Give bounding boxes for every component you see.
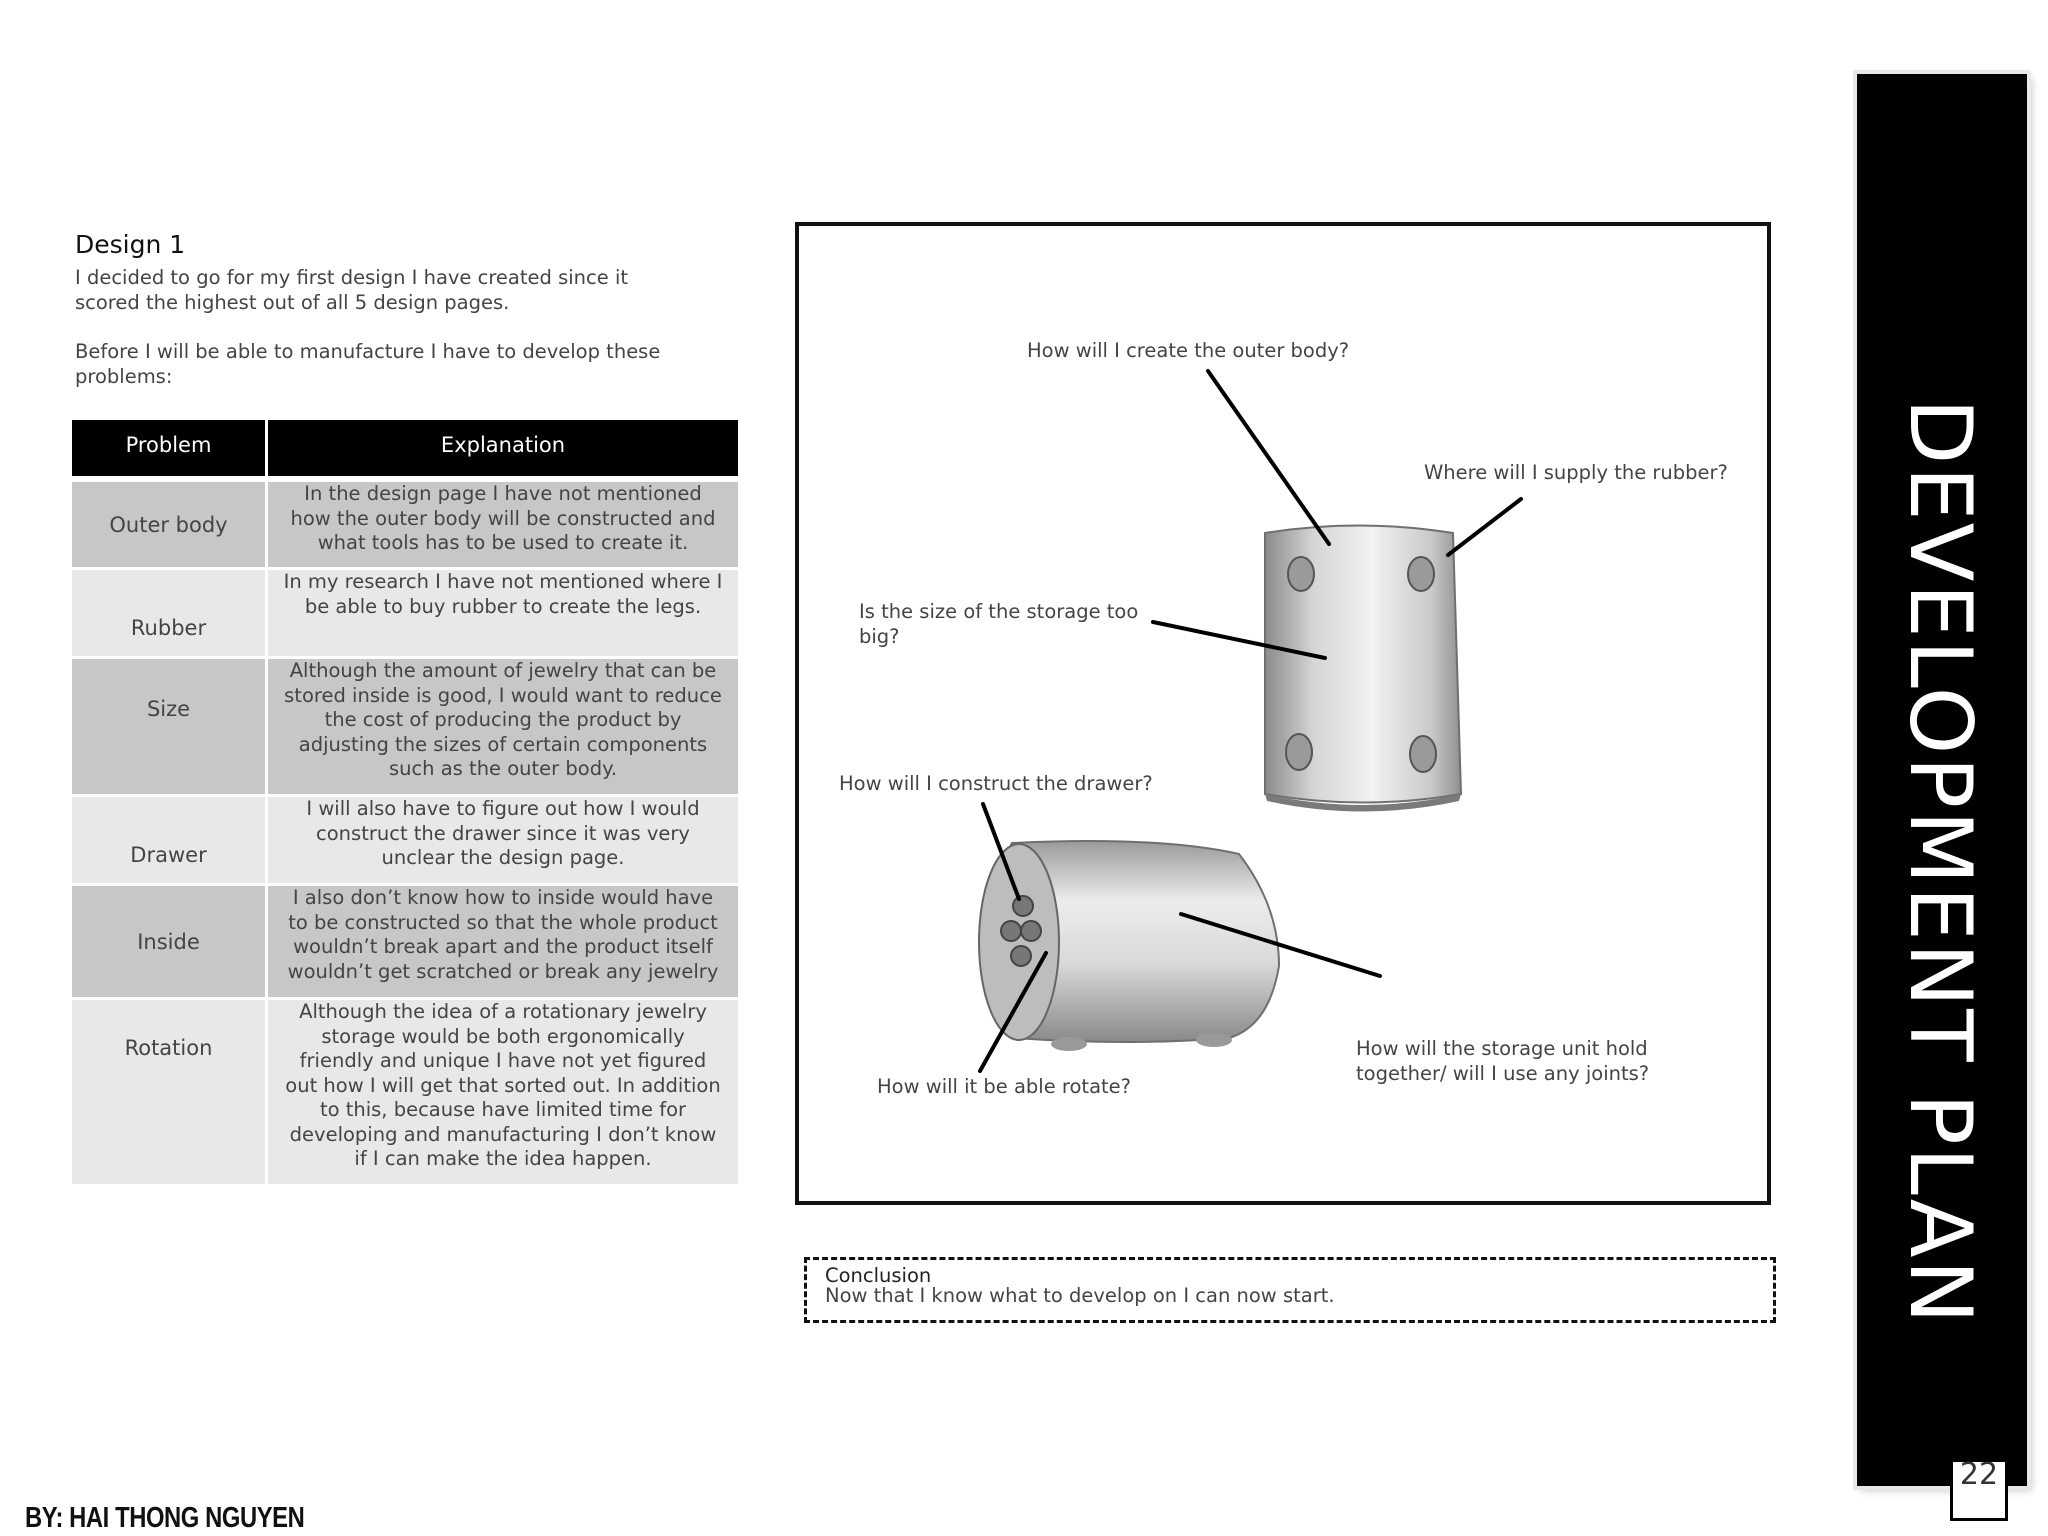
problem-table: [72, 420, 738, 1184]
table-row: [72, 797, 738, 886]
intro-paragraph-2: Before I will be able to manufacture I have to develop these problems:: [75, 340, 661, 388]
author-footer: BY: HAI THONG NGUYEN: [25, 1502, 305, 1534]
sketch-frame: [795, 222, 1771, 1205]
table-row: [72, 482, 738, 570]
page-number: 22: [1950, 1459, 2008, 1521]
table-row: [72, 1000, 738, 1184]
side-title-text: DEVELOPMENT PLAN: [1890, 398, 1990, 1326]
row-problem: Rotation: [72, 1000, 268, 1184]
callout-drawer: How will I construct the drawer?: [839, 772, 1153, 795]
header-explanation: Explanation: [440, 433, 566, 457]
design-heading: Design 1: [75, 230, 186, 259]
table-row: [72, 659, 738, 797]
intro-section: [75, 230, 675, 413]
conclusion-title: Conclusion: [825, 1264, 932, 1287]
header-problem: Problem: [72, 420, 268, 476]
row-problem: Size: [72, 659, 268, 794]
row-problem: Drawer: [72, 797, 268, 883]
callout-rotate: How will it be able rotate?: [877, 1075, 1132, 1098]
conclusion-box: [804, 1257, 1776, 1323]
intro-paragraph-1: I decided to go for my first design I have created since it scored the highest out of all 5 design pages.: [75, 266, 629, 314]
row-explanation: Although the amount of jewelry that can be stored inside is good, I would want to reduce the cost of producing the product by adjusting the sizes of certain components such as the outer body.: [284, 659, 722, 780]
row-explanation: I will also have to figure out how I would construct the drawer since it was very unclear the design page.: [306, 797, 700, 869]
callout-rubber: Where will I supply the rubber?: [1424, 461, 1728, 484]
callout-size: Is the size of the storage too big?: [859, 600, 1139, 648]
row-problem: Rubber: [72, 570, 268, 656]
row-explanation: I also don’t know how to inside would have to be constructed so that the whole product wouldn’t break apart and the product itself wouldn’t get scratched or break any jewelry: [287, 886, 719, 983]
conclusion-body: Now that I know what to develop on I can now start.: [825, 1284, 1335, 1307]
table-row: [72, 886, 738, 1000]
row-explanation: Although the idea of a rotationary jewelry storage would be both ergonomically friendly and unique I have not yet figured out how I will get that sorted out. In addition to this, because have limited time for developing and manufacturing I don’t know if I can make the idea happen.: [285, 1000, 721, 1170]
row-explanation: In the design page I have not mentioned how the outer body will be constructed and what tools has to be used to create it.: [290, 482, 716, 554]
horizontal-cylinder-sketch: [979, 841, 1279, 1051]
callout-outer-body: How will I create the outer body?: [1027, 339, 1350, 362]
side-title: [1890, 397, 1990, 1327]
row-problem: Inside: [72, 886, 268, 997]
callout-hold: How will the storage unit hold together/ will I use any joints?: [1356, 1037, 1650, 1085]
row-explanation: In my research I have not mentioned where I be able to buy rubber to create the legs.: [283, 570, 723, 618]
table-row: [72, 570, 738, 659]
row-problem: Outer body: [72, 482, 268, 567]
upright-cylinder-sketch: [1265, 526, 1461, 812]
table-header: [72, 420, 738, 476]
